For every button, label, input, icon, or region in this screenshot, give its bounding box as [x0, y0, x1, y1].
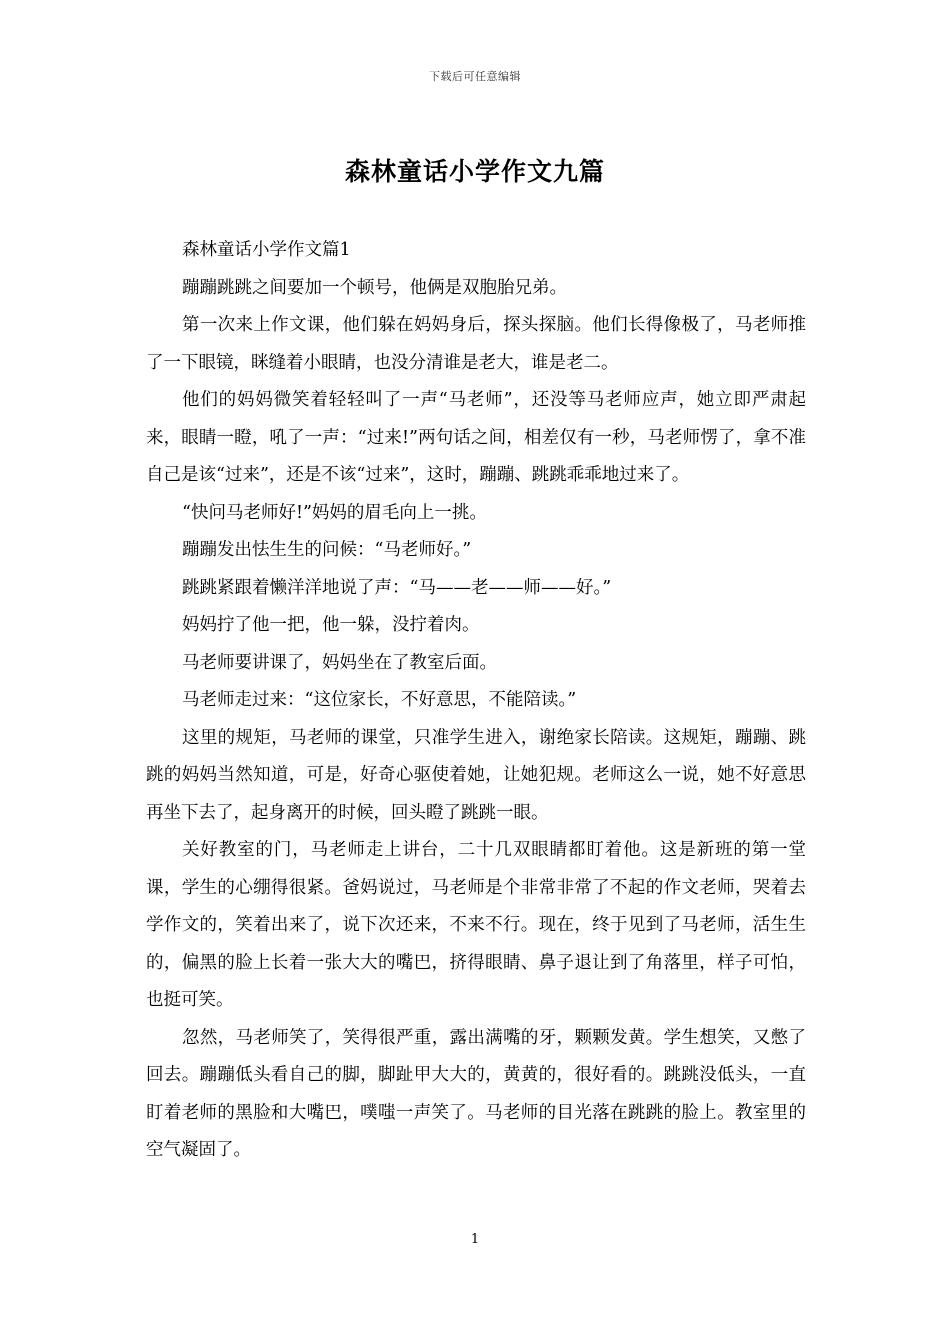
paragraph: 马老师走过来：“这位家长，不好意思，不能陪读。”: [182, 690, 577, 710]
paragraph: 第一次来上作文课，他们躲在妈妈身后，探头探脑。他们长得像极了，马老师推了一下眼镜，眯缝着小眼睛，也没分清谁是老大，谁是老二。: [146, 315, 806, 373]
paragraph: 妈妈拧了他一把，他一躲，没拧着肉。: [182, 615, 480, 635]
page-number: 1: [470, 1232, 480, 1247]
section-heading: 森林童话小学作文篇1: [182, 240, 351, 260]
paragraph: 忽然，马老师笑了，笑得很严重，露出满嘴的牙，颗颗发黄。学生想笑，又憋了回去。蹦蹦低头看自己的脚，脚趾甲大大的，黄黄的，很好看的。跳跳没低头，一直盯着老师的黑脸和大嘴巴，噗嗤一声笑了。马老师的目光落在跳跳的脸上。教室里的空气凝固了。: [146, 1027, 806, 1160]
paragraph: 蹦蹦发出怯生生的问候：“马老师好。”: [182, 540, 472, 560]
paragraph: 这里的规矩，马老师的课堂，只准学生进入，谢绝家长陪读。这规矩，蹦蹦、跳跳的妈妈当然知道，可是，好奇心驱使着她，让她犯规。老师这么一说，她不好意思再坐下去了，起身离开的时候，回头瞪了跳跳一眼。: [146, 727, 806, 823]
paragraph: 他们的妈妈微笑着轻轻叫了一声“马老师”，还没等马老师应声，她立即严肃起来，眼睛一瞪，吼了一声：“过来!”两句话之间，相差仅有一秒，马老师愣了，拿不准自己是该“过来”，还是不该“过来”，这时，蹦蹦、跳跳乖乖地过来了。: [146, 390, 806, 485]
paragraph: “快问马老师好!”妈妈的眉毛向上一挑。: [182, 502, 487, 523]
paragraph: 跳跳紧跟着懒洋洋地说了声：“马——老——师——好。”: [182, 577, 612, 598]
paragraph: 关好教室的门，马老师走上讲台，二十几双眼睛都盯着他。这是新班的第一堂课，学生的心绷得很紧。爸妈说过，马老师是个非常非常了不起的作文老师，哭着去学作文的，笑着出来了，说下次还来，不来不行。现在，终于见到了马老师，活生生的，偏黑的脸上长着一张大大的嘴巴，挤得眼睛、鼻子退让到了角落里，样子可怕，也挺可笑。: [146, 840, 806, 1010]
document-body: [146, 232, 806, 1170]
paragraph: 蹦蹦跳跳之间要加一个顿号，他俩是双胞胎兄弟。: [182, 277, 567, 298]
paragraph: 马老师要讲课了，妈妈坐在了教室后面。: [182, 652, 497, 673]
document-title: 森林童话小学作文九篇: [344, 157, 605, 186]
page-header-note: 下载后可任意编辑: [429, 70, 521, 83]
